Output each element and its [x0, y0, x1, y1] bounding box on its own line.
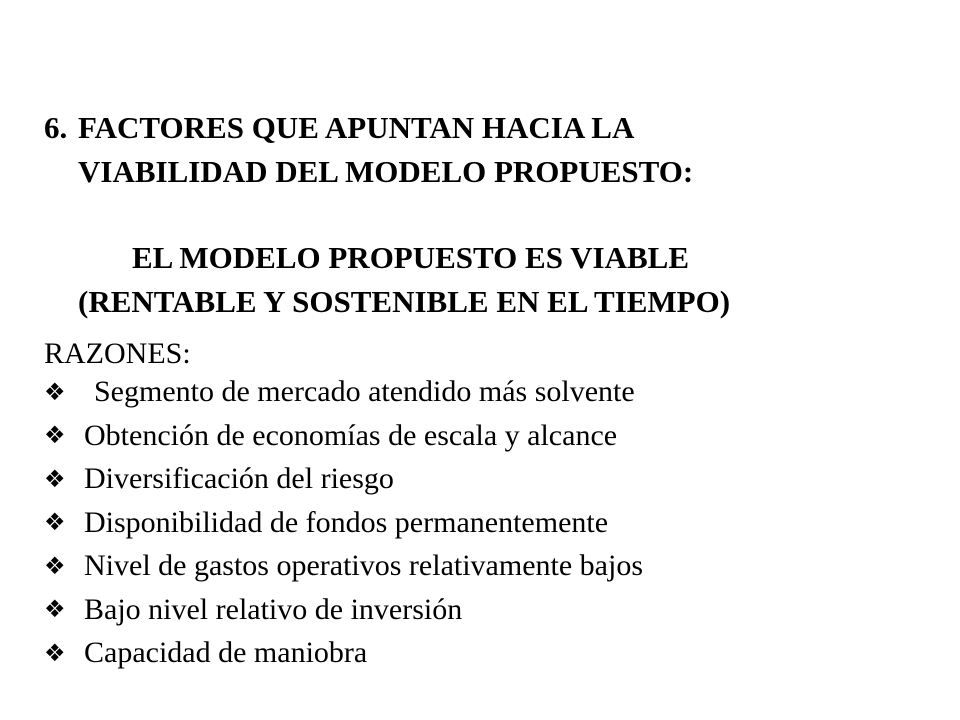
reason-text: Disponibilidad de fondos permanentemente [84, 505, 609, 539]
reasons-label: RAZONES: [44, 337, 191, 370]
list-item [44, 631, 924, 675]
reason-text: Obtención de economías de escala y alcance [84, 418, 618, 452]
list-item [44, 370, 924, 414]
diamond-fleuron-icon: ❖ [44, 595, 66, 624]
heading-number: 6. [44, 110, 68, 145]
list-item [44, 501, 924, 545]
diamond-fleuron-icon: ❖ [44, 551, 66, 580]
diamond-fleuron-icon: ❖ [44, 638, 66, 667]
list-item [44, 588, 924, 632]
diamond-fleuron-icon: ❖ [44, 508, 66, 537]
list-item [44, 544, 924, 588]
reason-text: Diversificación del riesgo [84, 462, 394, 495]
statement-line-2: (RENTABLE Y SOSTENIBLE EN EL TIEMPO) [78, 284, 731, 319]
statement-line-1: EL MODELO PROPUESTO ES VIABLE [132, 240, 690, 275]
diamond-fleuron-icon: ❖ [44, 421, 66, 450]
viability-statement [44, 236, 924, 324]
reasons-list [44, 370, 924, 675]
diamond-fleuron-icon: ❖ [44, 464, 66, 493]
reason-text: Capacidad de maniobra [84, 636, 368, 669]
list-item [44, 457, 924, 501]
slide-heading [44, 106, 924, 194]
reason-text: Bajo nivel relativo de inversión [84, 592, 463, 626]
list-item [44, 414, 924, 458]
reason-text: Segmento de mercado atendido más solvente [94, 375, 635, 408]
heading-line-2: VIABILIDAD DEL MODELO PROPUESTO: [78, 154, 694, 189]
heading-line-1: FACTORES QUE APUNTAN HACIA LA [78, 110, 635, 145]
diamond-fleuron-icon: ❖ [44, 377, 66, 406]
reason-text: Nivel de gastos operativos relativamente bajos [84, 549, 643, 582]
